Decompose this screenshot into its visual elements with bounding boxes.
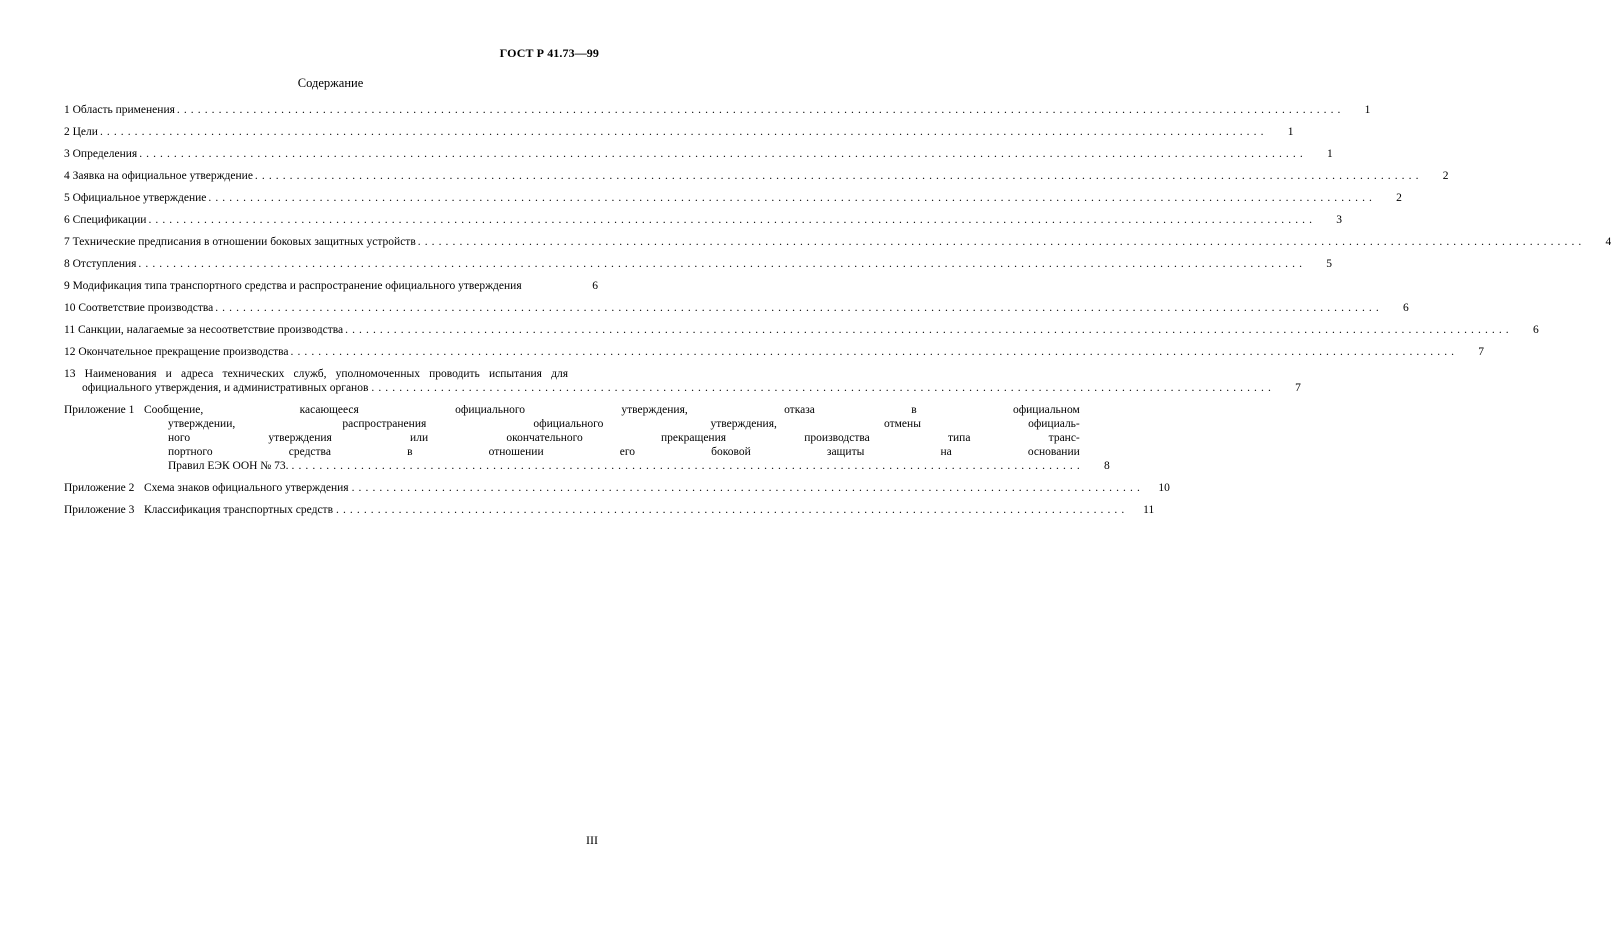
leader-dots [333, 503, 1124, 517]
toc-entry-text: 10 Соответствие производства [64, 302, 214, 314]
annex-line [144, 417, 1110, 431]
leader-dots [206, 191, 1372, 205]
leader-dots [368, 381, 1270, 395]
leader-dots [289, 345, 1455, 359]
toc-entry-page: 6 [592, 280, 598, 292]
leader-dots [175, 103, 1341, 117]
toc-entry[interactable] [64, 103, 1371, 117]
annex-line [144, 445, 1110, 459]
toc-entry-page: 6 [1403, 302, 1409, 314]
leader-dots [349, 481, 1140, 495]
annex-text: Сообщение, касающееся официального утверждения, отказа в официальном [144, 404, 1080, 416]
toc-entry-text: 9 Модификация типа транспортного средства и распространение официального утверждения [64, 280, 522, 292]
toc-entry[interactable] [64, 213, 1342, 227]
toc-entry[interactable] [64, 191, 1402, 205]
table-of-contents [64, 103, 1611, 525]
annex-text: Схема знаков официального утверждения [144, 482, 349, 494]
toc-entry-page: 7 [1478, 346, 1485, 358]
toc-entry[interactable] [64, 169, 1449, 183]
annex-text: портного средства в отношении его боковой защиты на основании [168, 446, 1080, 458]
toc-entry-text: 13 Наименования и адреса технических служб, уполномоченных проводить испытания для [64, 368, 568, 380]
page-number: III [586, 833, 598, 847]
toc-entry-page: 1 [1364, 104, 1371, 116]
toc-entry[interactable] [64, 257, 1332, 271]
toc-entry[interactable] [64, 147, 1333, 161]
leader-dots [98, 125, 1264, 139]
toc-entry-page: 1 [1326, 148, 1333, 160]
toc-entry-text: 11 Санкции, налагаемые за несоответствие производства [64, 324, 344, 336]
leader-dots [289, 459, 1080, 473]
toc-entry[interactable] [64, 235, 1611, 249]
leader-dots [137, 147, 1303, 161]
leader-dots [213, 301, 1379, 315]
annex-entry-1[interactable] [64, 403, 1110, 473]
toc-entry-text: 5 Официальное утверждение [64, 192, 207, 204]
leader-dots [136, 257, 1302, 271]
toc-entry[interactable] [64, 279, 598, 293]
toc-entry[interactable] [64, 301, 1409, 315]
toc-entry-text: 3 Определения [64, 148, 138, 160]
annex-line [144, 403, 1110, 417]
annex-text: утверждении, распространения официального утверждения, отмены официаль- [168, 418, 1080, 430]
annex-label: Приложение 2 [64, 482, 135, 494]
annex-line [144, 459, 1110, 473]
toc-entry-page: 7 [1295, 382, 1301, 394]
toc-entry-page: 1 [1287, 126, 1294, 138]
toc-entry-text: 2 Цели [64, 126, 98, 138]
toc-entry-text: 1 Область применения [64, 104, 175, 116]
annex-body [144, 403, 1110, 473]
toc-entry-page: 2 [1442, 170, 1449, 182]
annex-page: 11 [1143, 504, 1155, 516]
annex-page: 8 [1104, 460, 1110, 472]
leader-dots [253, 169, 1419, 183]
toc-entry-line [64, 381, 1301, 395]
annex-line [144, 431, 1110, 445]
toc-entry-page: 5 [1326, 258, 1332, 270]
toc-entry-13[interactable] [64, 367, 1301, 395]
annex-label: Приложение 1 [64, 404, 135, 416]
toc-entry-page: 3 [1336, 214, 1342, 226]
annex-label: Приложение 3 [64, 504, 135, 516]
annex-text: Правил ЕЭК ООН № 73. [168, 460, 289, 472]
annex-page: 10 [1158, 482, 1170, 494]
toc-entry-text: 7 Технические предписания в отношении боковых защитных устройств [64, 236, 416, 248]
toc-entry-text: официального утверждения, и административных органов [82, 382, 369, 394]
toc-entry-page: 6 [1532, 324, 1539, 336]
document-code: ГОСТ Р 41.73—99 [499, 46, 599, 60]
annex-body [144, 503, 1154, 517]
toc-entry-line [64, 367, 598, 381]
leader-dots [146, 213, 1312, 227]
toc-entry-page: 4 [1605, 236, 1611, 248]
leader-dots [343, 323, 1509, 337]
toc-entry-page: 2 [1396, 192, 1402, 204]
annex-line [144, 481, 1170, 495]
annex-body [144, 481, 1170, 495]
annex-text: Классификация транспортных средств [144, 504, 334, 516]
toc-entry-text: 6 Спецификации [64, 214, 147, 226]
annex-line [144, 503, 1154, 517]
toc-title: Содержание [297, 76, 364, 90]
toc-entry-text: 4 Заявка на официальное утверждение [64, 170, 253, 182]
annex-entry-2[interactable] [64, 481, 1170, 495]
toc-entry-text: 12 Окончательное прекращение производства [64, 346, 289, 358]
toc-entry-text: 8 Отступления [64, 258, 137, 270]
toc-entry[interactable] [64, 345, 1485, 359]
leader-dots [416, 235, 1582, 249]
toc-entry[interactable] [64, 323, 1539, 337]
annex-text: ного утверждения или окончательного прекращения производства типа транс- [168, 432, 1080, 444]
annex-entry-3[interactable] [64, 503, 1155, 517]
toc-entry[interactable] [64, 125, 1294, 139]
